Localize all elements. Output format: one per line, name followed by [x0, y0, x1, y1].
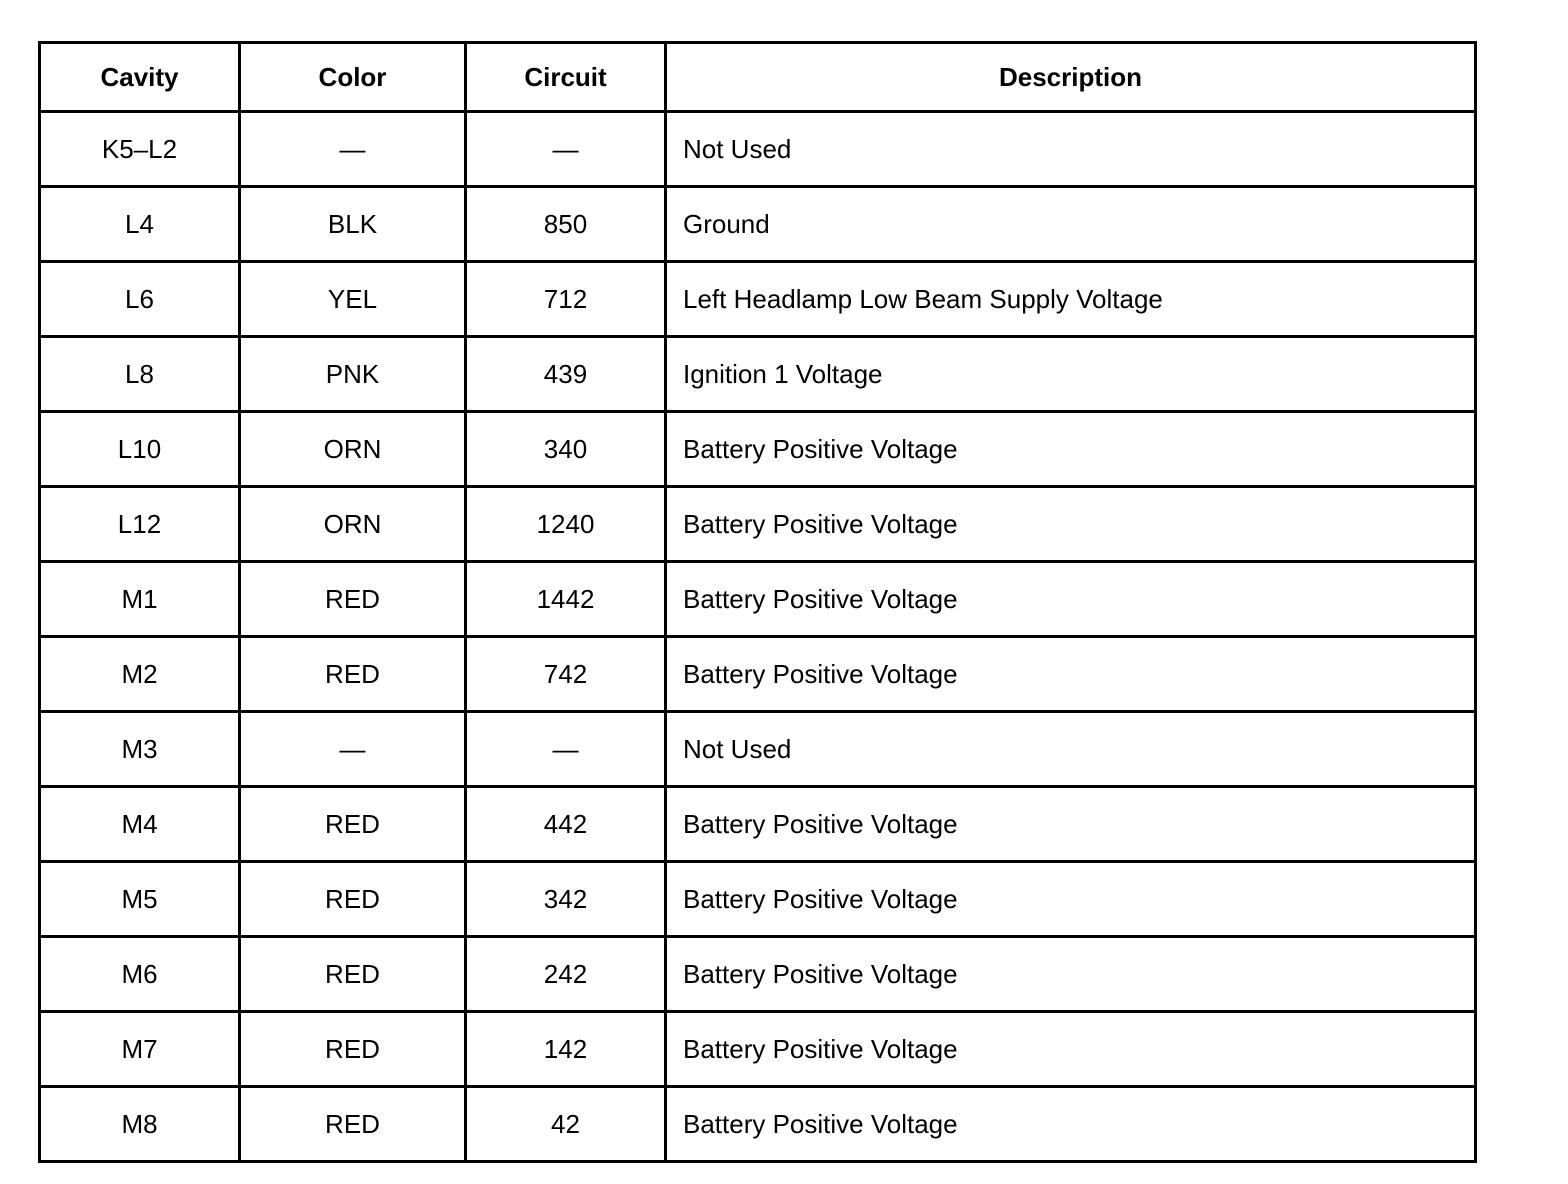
cell-cavity: L4 — [40, 187, 240, 262]
cell-circuit: — — [466, 712, 666, 787]
table-row — [40, 112, 1476, 187]
cell-description: Left Headlamp Low Beam Supply Voltage — [666, 262, 1476, 337]
table-row — [40, 787, 1476, 862]
cell-color: RED — [240, 787, 466, 862]
table-row — [40, 637, 1476, 712]
table-row — [40, 187, 1476, 262]
cell-color: BLK — [240, 187, 466, 262]
cell-color: RED — [240, 862, 466, 937]
cell-color: RED — [240, 1012, 466, 1087]
cell-circuit: 439 — [466, 337, 666, 412]
header-cavity: Cavity — [40, 43, 240, 112]
cell-cavity: L10 — [40, 412, 240, 487]
cell-cavity: M6 — [40, 937, 240, 1012]
cell-color: — — [240, 712, 466, 787]
cell-circuit: 1442 — [466, 562, 666, 637]
cell-cavity: K5–L2 — [40, 112, 240, 187]
cell-description: Battery Positive Voltage — [666, 412, 1476, 487]
cell-cavity: M1 — [40, 562, 240, 637]
table-row — [40, 862, 1476, 937]
table-row — [40, 562, 1476, 637]
cell-description: Ignition 1 Voltage — [666, 337, 1476, 412]
table-body — [40, 112, 1476, 1162]
connector-pinout-table — [38, 41, 1477, 1163]
cell-circuit: — — [466, 112, 666, 187]
cell-color: RED — [240, 1087, 466, 1162]
cell-color: ORN — [240, 487, 466, 562]
cell-color: RED — [240, 562, 466, 637]
cell-circuit: 42 — [466, 1087, 666, 1162]
cell-description: Not Used — [666, 712, 1476, 787]
cell-description: Not Used — [666, 112, 1476, 187]
cell-circuit: 712 — [466, 262, 666, 337]
table-row — [40, 937, 1476, 1012]
table-row — [40, 712, 1476, 787]
header-color: Color — [240, 43, 466, 112]
cell-description: Battery Positive Voltage — [666, 937, 1476, 1012]
cell-circuit: 1240 — [466, 487, 666, 562]
cell-cavity: M2 — [40, 637, 240, 712]
cell-description: Battery Positive Voltage — [666, 487, 1476, 562]
cell-circuit: 340 — [466, 412, 666, 487]
table-row — [40, 337, 1476, 412]
cell-cavity: L6 — [40, 262, 240, 337]
header-description: Description — [666, 43, 1476, 112]
table-row — [40, 412, 1476, 487]
cell-description: Battery Positive Voltage — [666, 787, 1476, 862]
cell-cavity: M8 — [40, 1087, 240, 1162]
header-row — [40, 43, 1476, 112]
cell-color: PNK — [240, 337, 466, 412]
cell-color: RED — [240, 937, 466, 1012]
cell-circuit: 442 — [466, 787, 666, 862]
cell-color: RED — [240, 637, 466, 712]
cell-description: Battery Positive Voltage — [666, 637, 1476, 712]
cell-cavity: M5 — [40, 862, 240, 937]
cell-description: Battery Positive Voltage — [666, 562, 1476, 637]
cell-description: Ground — [666, 187, 1476, 262]
table-row — [40, 262, 1476, 337]
cell-cavity: L8 — [40, 337, 240, 412]
table-row — [40, 1087, 1476, 1162]
table-header — [40, 43, 1476, 112]
connector-pinout-table-container — [38, 41, 1474, 1163]
table-row — [40, 487, 1476, 562]
cell-color: YEL — [240, 262, 466, 337]
cell-color: ORN — [240, 412, 466, 487]
cell-circuit: 742 — [466, 637, 666, 712]
header-circuit: Circuit — [466, 43, 666, 112]
table-row — [40, 1012, 1476, 1087]
cell-circuit: 850 — [466, 187, 666, 262]
cell-description: Battery Positive Voltage — [666, 1087, 1476, 1162]
cell-color: — — [240, 112, 466, 187]
cell-cavity: M3 — [40, 712, 240, 787]
cell-circuit: 242 — [466, 937, 666, 1012]
cell-description: Battery Positive Voltage — [666, 1012, 1476, 1087]
cell-circuit: 342 — [466, 862, 666, 937]
cell-cavity: M4 — [40, 787, 240, 862]
cell-cavity: M7 — [40, 1012, 240, 1087]
cell-cavity: L12 — [40, 487, 240, 562]
cell-description: Battery Positive Voltage — [666, 862, 1476, 937]
cell-circuit: 142 — [466, 1012, 666, 1087]
